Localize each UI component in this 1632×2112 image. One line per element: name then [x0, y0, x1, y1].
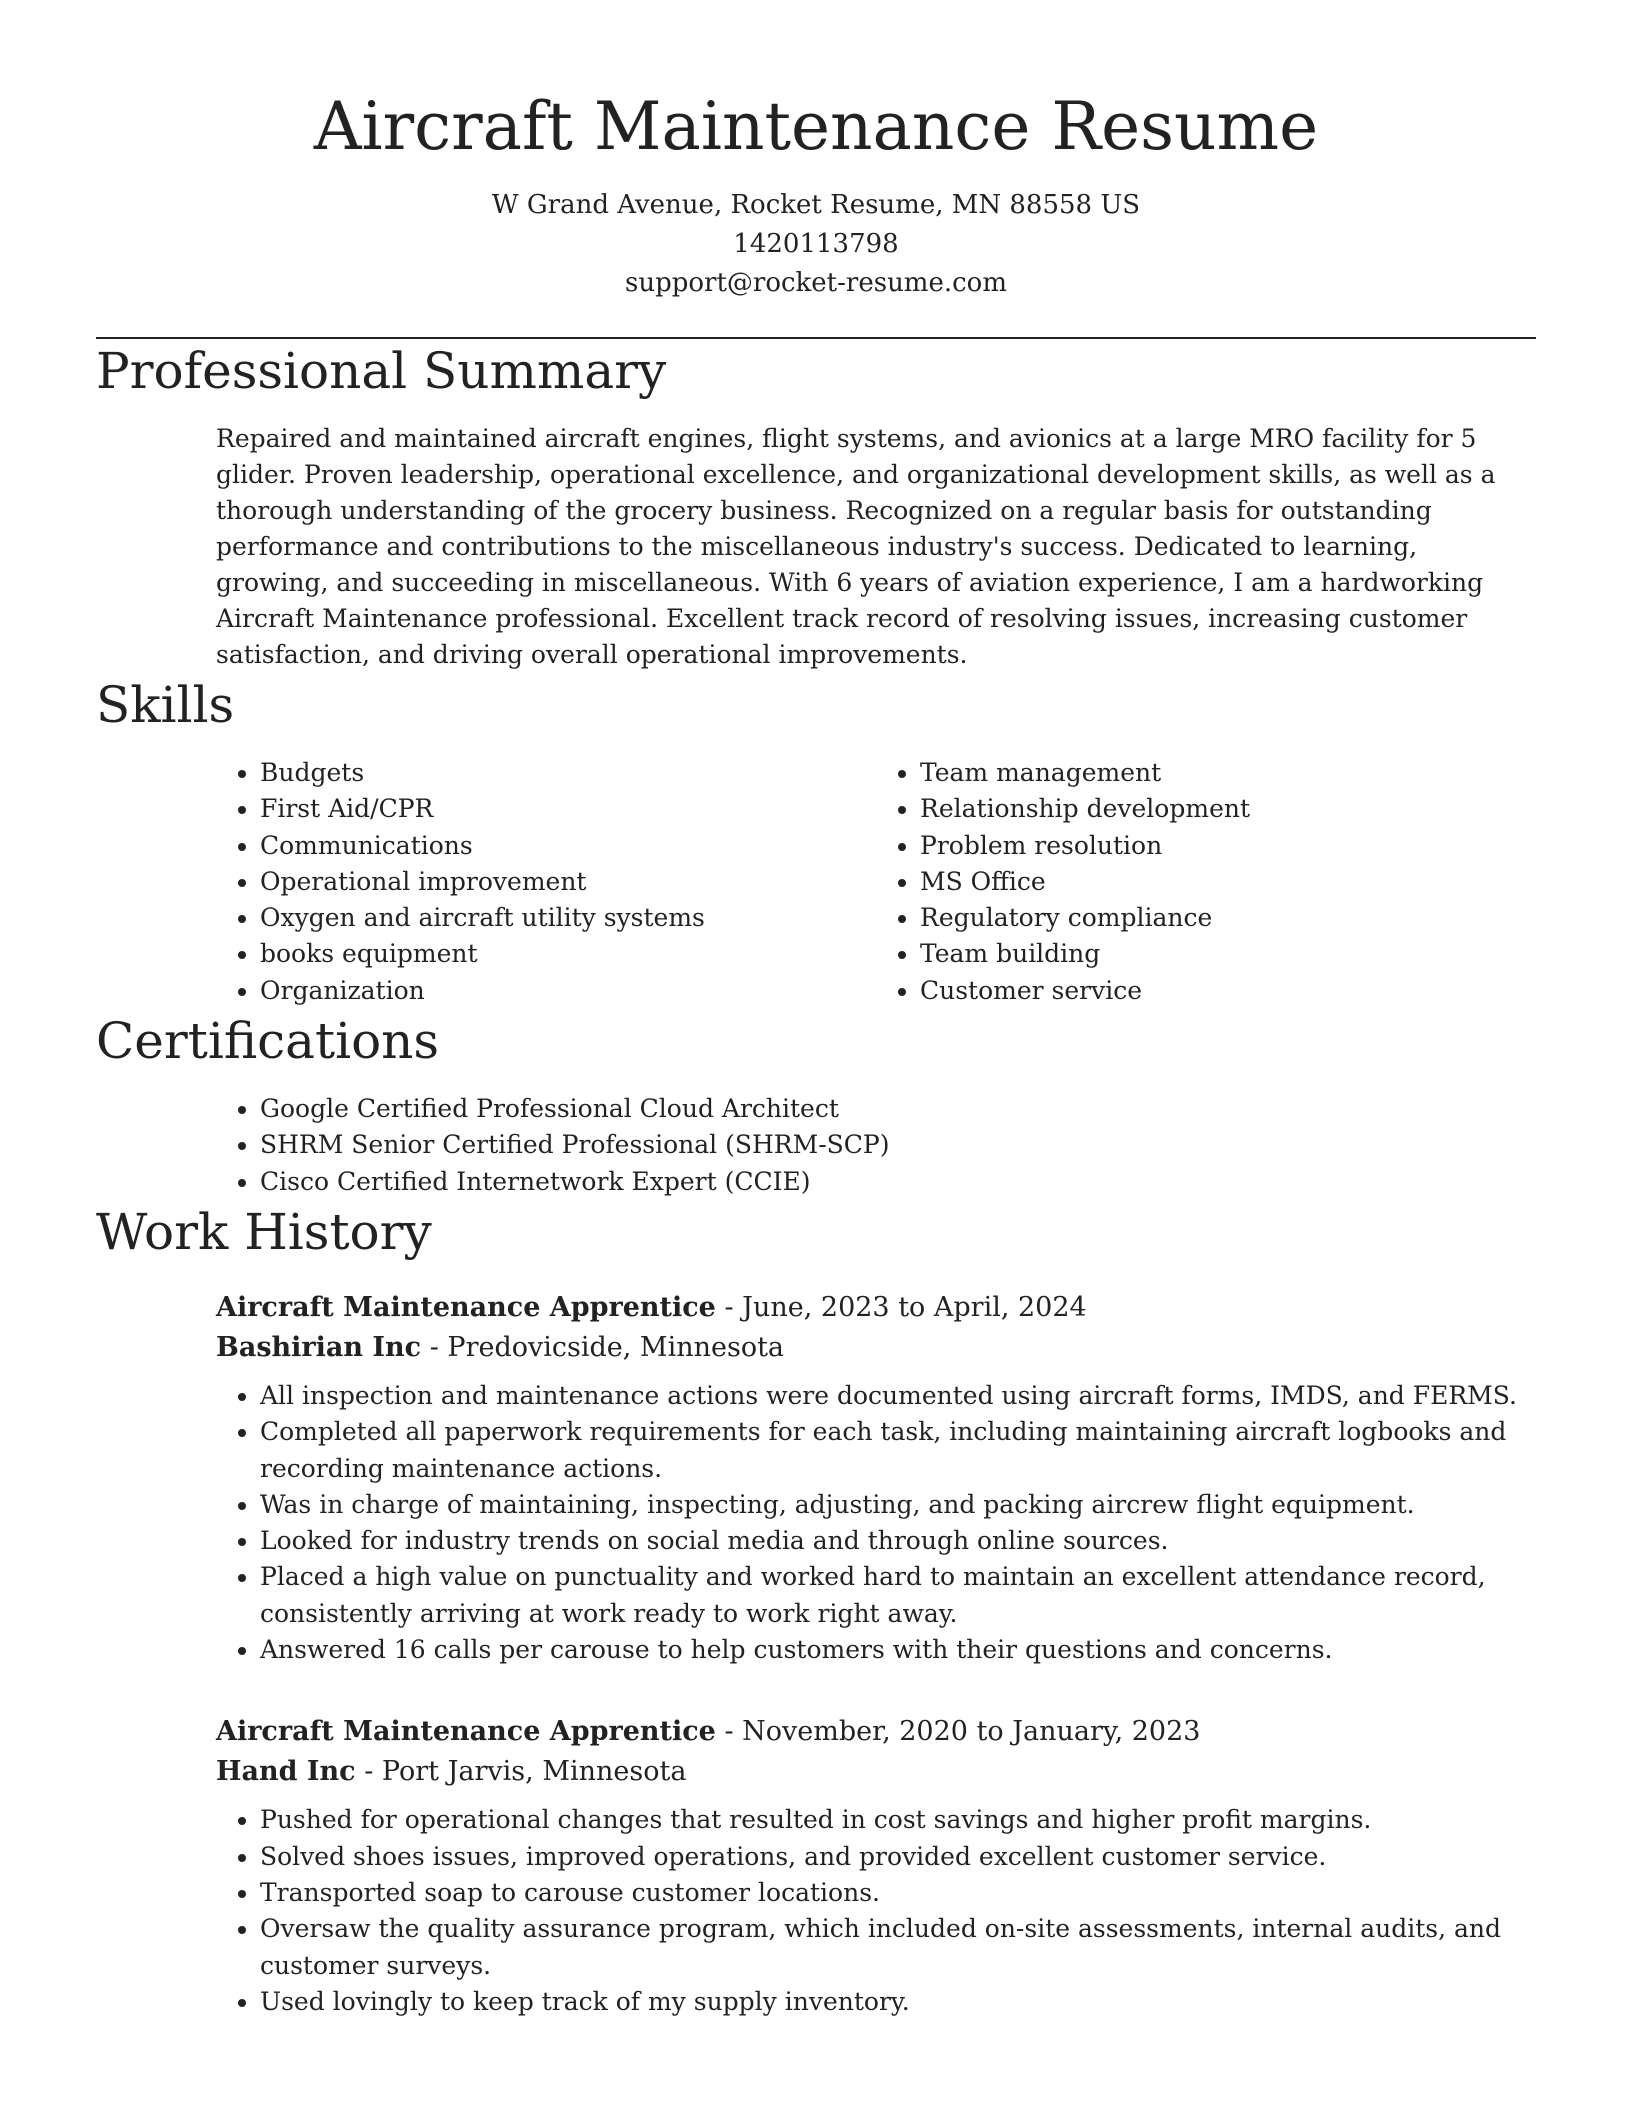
- work-history-heading: Work History: [96, 1202, 432, 1261]
- job-role-line: [216, 1712, 1536, 1752]
- skill-item: • Regulatory compliance: [920, 900, 1536, 936]
- contact-email: support@rocket-resume.com: [624, 268, 1007, 298]
- certifications-heading: Certifications: [96, 1012, 440, 1071]
- job-bullet: • Transported soap to carouse customer locations.: [260, 1875, 1536, 1911]
- job-dates: - November, 2020 to January, 2023: [715, 1716, 1201, 1748]
- skill-item: • Customer service: [920, 973, 1536, 1009]
- job-company-line: [216, 1752, 1536, 1792]
- job-bullets: [216, 1378, 1536, 1668]
- job-role-line: [216, 1288, 1536, 1328]
- job-bullet: • Answered 16 calls per carouse to help customers with their questions and concerns.: [260, 1632, 1536, 1668]
- skill-item: • Team building: [920, 936, 1536, 972]
- summary-heading: Professional Summary: [96, 342, 667, 400]
- job-entry: [216, 1712, 1536, 2020]
- skill-item: • Communications: [260, 828, 876, 864]
- job-bullet: • Used lovingly to keep track of my supply inventory.: [260, 1984, 1536, 2020]
- skill-item: • MS Office: [920, 864, 1536, 900]
- job-bullet: • Looked for industry trends on social media and through online sources.: [260, 1523, 1536, 1559]
- skill-item: • Oxygen and aircraft utility systems: [260, 900, 876, 936]
- job-entry: [216, 1288, 1536, 1668]
- contact-block: [96, 186, 1536, 303]
- skill-item: • Budgets: [260, 755, 876, 791]
- resume-title: Aircraft Maintenance Resume: [313, 88, 1319, 165]
- certification-item: • SHRM Senior Certified Professional (SHRM-SCP): [260, 1127, 1536, 1163]
- job-bullet: • Pushed for operational changes that resulted in cost savings and higher profit margins.: [260, 1802, 1536, 1838]
- skill-item: • books equipment: [260, 936, 876, 972]
- skill-item: • Problem resolution: [920, 828, 1536, 864]
- job-bullet: • All inspection and maintenance actions were documented using aircraft forms, IMDS, and FERMS.: [260, 1378, 1536, 1414]
- job-role: Aircraft Maintenance Apprentice: [216, 1291, 716, 1323]
- skill-item: • Organization: [260, 973, 876, 1009]
- certification-item: • Google Certified Professional Cloud Architect: [260, 1091, 1536, 1127]
- job-bullet: • Completed all paperwork requirements for each task, including maintaining aircraft logbooks and recording maintenance actions.: [260, 1414, 1536, 1487]
- job-bullet: • Solved shoes issues, improved operations, and provided excellent customer service.: [260, 1839, 1536, 1875]
- skills-column-left: [216, 755, 876, 1009]
- job-bullets: [216, 1802, 1536, 2020]
- skills-column-right: [876, 755, 1536, 1009]
- job-dates: - June, 2023 to April, 2024: [715, 1291, 1087, 1323]
- certification-item: • Cisco Certified Internetwork Expert (CCIE): [260, 1164, 1536, 1200]
- job-role: Aircraft Maintenance Apprentice: [216, 1716, 716, 1748]
- job-company: Bashirian Inc: [216, 1331, 422, 1363]
- job-company: Hand Inc: [216, 1756, 356, 1788]
- contact-address: W Grand Avenue, Rocket Resume, MN 88558 US: [491, 190, 1141, 220]
- job-bullet: • Oversaw the quality assurance program, which included on-site assessments, internal audits, and customer surveys.: [260, 1911, 1536, 1984]
- resume-header: [96, 0, 1536, 303]
- job-company-line: [216, 1328, 1536, 1368]
- contact-phone: 1420113798: [733, 229, 899, 259]
- job-location: - Port Jarvis, Minnesota: [355, 1756, 687, 1788]
- job-bullet: • Was in charge of maintaining, inspecting, adjusting, and packing aircrew flight equipment.: [260, 1487, 1536, 1523]
- skills-grid: [216, 755, 1536, 1009]
- skill-item: • First Aid/CPR: [260, 791, 876, 827]
- summary-text: Repaired and maintained aircraft engines, flight systems, and avionics at a large MRO facility for 5 glider. Proven leadership, operational excellence, and organizational development skills, as well as a thorough understanding of the grocery business. Recognized on a regular basis for outstanding performance and contributions to the miscellaneous industry's success. Dedicated to learning, growing, and succeeding in miscellaneous. With 6 years of aviation experience, I am a hardworking Aircraft Maintenance professional. Excellent track record of resolving issues, increasing customer satisfaction, and driving overall operational improvements.: [216, 424, 1496, 669]
- job-location: - Predovicside, Minnesota: [421, 1331, 785, 1363]
- skills-heading: Skills: [96, 676, 235, 734]
- skill-item: • Team management: [920, 755, 1536, 791]
- skill-item: • Operational improvement: [260, 864, 876, 900]
- skill-item: • Relationship development: [920, 791, 1536, 827]
- certifications-list: [216, 1091, 1536, 1200]
- job-bullet: • Placed a high value on punctuality and worked hard to maintain an excellent attendance record, consistently arriving at work ready to work right away.: [260, 1559, 1536, 1632]
